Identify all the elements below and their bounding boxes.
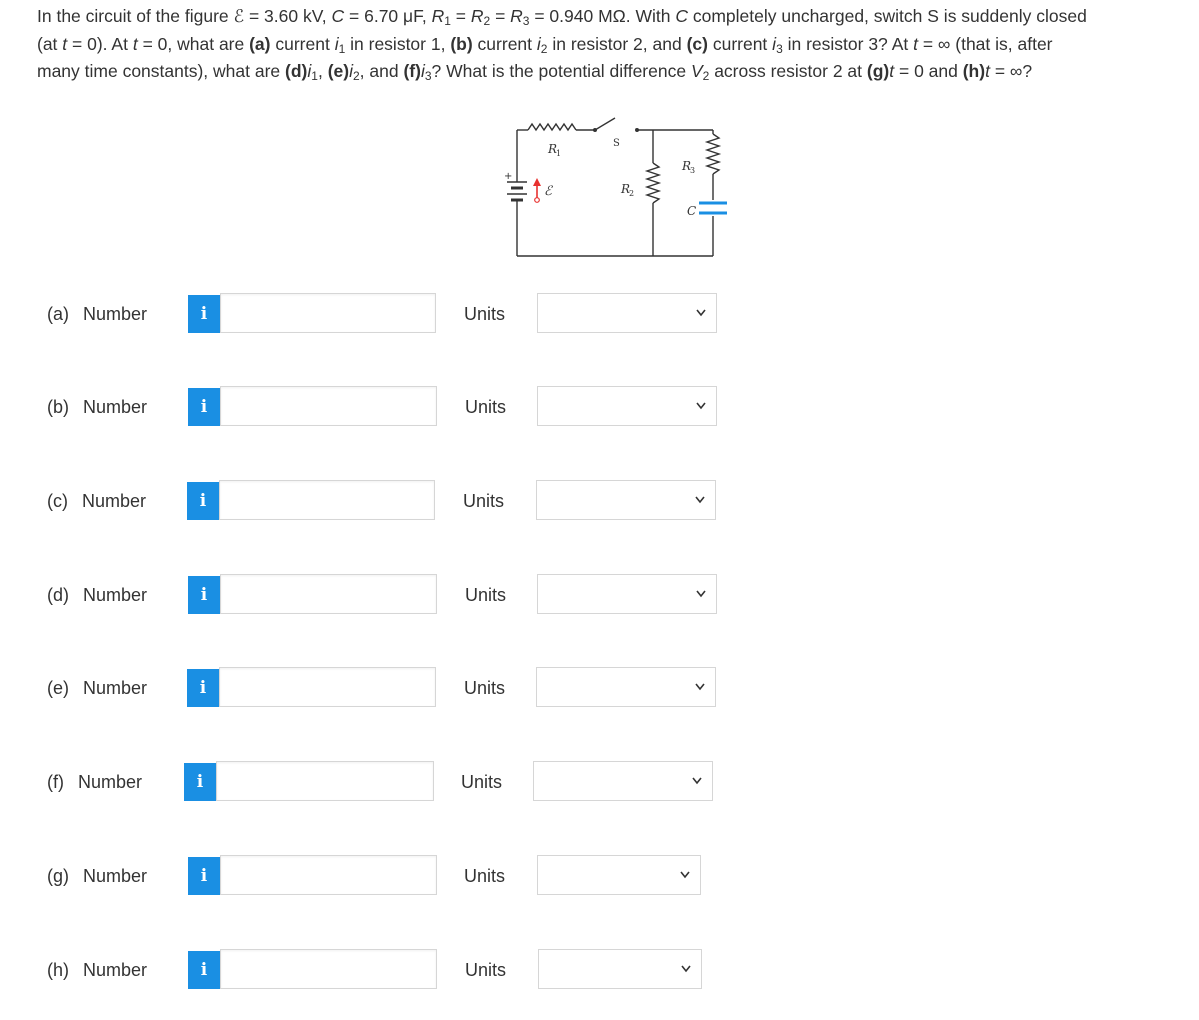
answer-row-b <box>0 386 1199 428</box>
row-label <box>47 480 146 522</box>
chevron-down-icon <box>678 867 692 883</box>
r2-label: R <box>621 182 631 196</box>
switch-label: S <box>613 138 620 149</box>
switch-contact <box>635 128 639 132</box>
info-icon[interactable]: i <box>187 482 219 520</box>
question-fragment: = 0 and <box>894 61 963 81</box>
time-symbol: t <box>889 61 895 81</box>
question-fragment: in resistor 3? At <box>782 33 914 54</box>
question-fragment: = <box>450 6 471 26</box>
subscript: 1 <box>444 14 451 28</box>
capacitor-label: C <box>687 204 697 218</box>
row-label <box>47 949 147 991</box>
r1-symbol: R <box>431 6 445 26</box>
circuit-figure <box>495 108 735 268</box>
row-number-label: Number <box>83 397 148 417</box>
units-label: Units <box>464 678 506 698</box>
info-icon[interactable]: i <box>184 763 216 801</box>
chevron-down-icon <box>694 305 708 321</box>
answer-input-a[interactable] <box>220 293 436 333</box>
r2-symbol: R <box>470 6 484 26</box>
row-number-label: Number <box>83 866 148 886</box>
emf-arrow-head <box>533 178 541 186</box>
units-label: Units <box>464 304 506 324</box>
units-dropdown-d[interactable] <box>537 574 717 614</box>
row-letter: (e) <box>47 678 69 698</box>
answer-input-h[interactable] <box>220 949 437 989</box>
switch-pivot <box>593 128 597 132</box>
units-label: Units <box>464 866 506 886</box>
chevron-down-icon <box>693 492 707 508</box>
question-fragment: = 3.60 kV, <box>244 6 332 26</box>
question-fragment: , <box>317 61 328 81</box>
answer-input-d[interactable] <box>220 574 437 614</box>
answer-row-e <box>0 667 1199 709</box>
answer-row-a <box>0 293 1199 335</box>
row-number-label: Number <box>83 585 148 605</box>
question-line-2 <box>37 31 1197 59</box>
info-icon[interactable]: i <box>188 295 220 333</box>
row-letter: (f) <box>47 772 64 792</box>
units-dropdown-c[interactable] <box>536 480 716 520</box>
r3-resistor <box>707 134 719 174</box>
row-label <box>47 667 147 709</box>
question-fragment: (at <box>37 33 63 54</box>
r3-label-subscript: 3 <box>690 166 696 175</box>
part-label: (h) <box>962 61 986 81</box>
subscript: 2 <box>483 14 491 28</box>
row-label <box>47 293 147 335</box>
row-label <box>47 574 147 616</box>
question-line-3 <box>37 58 1197 86</box>
question-fragment: many time constants), what are <box>37 61 286 81</box>
question-line-1 <box>37 3 1197 31</box>
row-letter: (c) <box>47 491 68 511</box>
subscript: 2 <box>540 41 548 56</box>
r3-label: R <box>682 159 692 173</box>
capacitance-symbol: C <box>331 6 345 26</box>
answer-input-g[interactable] <box>220 855 437 895</box>
question-fragment: in resistor 2, and <box>547 33 687 54</box>
subscript: 3 <box>424 69 432 83</box>
question-fragment: = 0, what are <box>137 33 250 54</box>
chevron-down-icon <box>694 586 708 602</box>
question-fragment: = 0). At <box>67 33 133 54</box>
emf-label: ℰ <box>544 184 552 199</box>
question-fragment: = ∞ (that is, after <box>917 33 1053 54</box>
question-fragment: in resistor 1, <box>345 33 451 54</box>
part-label: (f) <box>403 61 421 81</box>
question-fragment: = 6.70 μF, <box>344 6 432 26</box>
chevron-down-icon <box>694 398 708 414</box>
subscript: 3 <box>522 14 530 28</box>
info-icon[interactable]: i <box>188 576 220 614</box>
question-fragment: completely uncharged, switch S is suddenly closed <box>687 6 1087 26</box>
emf-arrow-tail <box>535 198 540 203</box>
part-label: (a) <box>249 33 271 54</box>
question-text <box>37 3 1197 86</box>
row-number-label: Number <box>83 304 148 324</box>
question-fragment: In the circuit of the figure <box>37 6 234 26</box>
answer-row-f <box>0 761 1199 803</box>
question-fragment: ? What is the potential difference <box>431 61 691 81</box>
capacitance-symbol: C <box>675 6 688 26</box>
answer-input-b[interactable] <box>220 386 437 426</box>
chevron-down-icon <box>679 961 693 977</box>
units-dropdown-e[interactable] <box>536 667 716 707</box>
current-symbol: i <box>772 33 777 54</box>
subscript: 2 <box>702 69 710 83</box>
answer-row-d <box>0 574 1199 616</box>
units-dropdown-g[interactable] <box>537 855 701 895</box>
voltage-symbol: V <box>690 61 703 81</box>
row-label <box>47 386 147 428</box>
time-symbol: t <box>132 33 138 54</box>
row-letter: (g) <box>47 866 69 886</box>
part-label: (e) <box>327 61 350 81</box>
info-icon[interactable]: i <box>188 388 220 426</box>
row-letter: (a) <box>47 304 69 324</box>
row-number-label: Number <box>78 772 143 792</box>
answer-row-c <box>0 480 1199 522</box>
question-fragment: current <box>270 33 335 54</box>
chevron-down-icon <box>690 773 704 789</box>
row-number-label: Number <box>82 491 147 511</box>
current-symbol: i <box>349 61 353 81</box>
answer-input-f[interactable] <box>216 761 434 801</box>
r1-label-subscript: 1 <box>556 149 562 158</box>
battery-plus-sign: + <box>504 171 513 182</box>
current-symbol: i <box>420 61 425 81</box>
info-icon[interactable]: i <box>188 857 220 895</box>
question-fragment: = <box>490 6 511 26</box>
units-dropdown-a[interactable] <box>537 293 717 333</box>
time-symbol: t <box>985 61 990 81</box>
row-label <box>47 855 147 897</box>
units-dropdown-b[interactable] <box>537 386 717 426</box>
subscript: 3 <box>776 41 783 56</box>
question-fragment: current <box>472 33 537 54</box>
answer-row-h <box>0 949 1199 991</box>
row-letter: (d) <box>47 585 69 605</box>
r1-resistor <box>528 124 576 130</box>
question-fragment: = ∞? <box>989 61 1033 81</box>
r3-symbol: R <box>510 6 523 26</box>
row-number-label: Number <box>83 960 148 980</box>
row-letter: (h) <box>47 960 69 980</box>
r2-resistor <box>647 163 659 203</box>
info-icon[interactable]: i <box>188 951 220 989</box>
answer-row-g <box>0 855 1199 897</box>
part-label: (d) <box>285 61 308 81</box>
circuit-diagram <box>495 108 735 268</box>
question-fragment: , and <box>359 61 404 81</box>
time-symbol: t <box>62 33 68 54</box>
answer-input-e[interactable] <box>219 667 436 707</box>
chevron-down-icon <box>693 679 707 695</box>
units-label: Units <box>465 397 507 417</box>
units-dropdown-h[interactable] <box>538 949 702 989</box>
r1-label: R <box>548 142 558 156</box>
units-label: Units <box>465 960 507 980</box>
row-label <box>47 761 142 803</box>
emf-symbol: ℰ <box>233 6 245 26</box>
part-label: (c) <box>686 33 708 54</box>
current-symbol: i <box>334 33 339 54</box>
units-label: Units <box>461 772 503 792</box>
answer-input-c[interactable] <box>219 480 435 520</box>
row-number-label: Number <box>83 678 148 698</box>
units-label: Units <box>463 491 505 511</box>
current-symbol: i <box>536 33 541 54</box>
part-label: (g) <box>866 61 890 81</box>
info-icon[interactable]: i <box>187 669 219 707</box>
units-dropdown-f[interactable] <box>533 761 713 801</box>
subscript: 1 <box>311 69 318 83</box>
time-symbol: t <box>913 33 918 54</box>
row-letter: (b) <box>47 397 69 417</box>
subscript: 1 <box>338 41 346 56</box>
subscript: 2 <box>352 69 360 83</box>
question-fragment: current <box>707 33 773 54</box>
units-label: Units <box>465 585 507 605</box>
question-fragment: = 0.940 MΩ. With <box>529 6 676 26</box>
question-fragment: across resistor 2 at <box>709 61 867 81</box>
part-label: (b) <box>450 33 473 54</box>
current-symbol: i <box>307 61 312 81</box>
switch-blade <box>595 118 615 130</box>
r2-label-subscript: 2 <box>629 189 635 198</box>
